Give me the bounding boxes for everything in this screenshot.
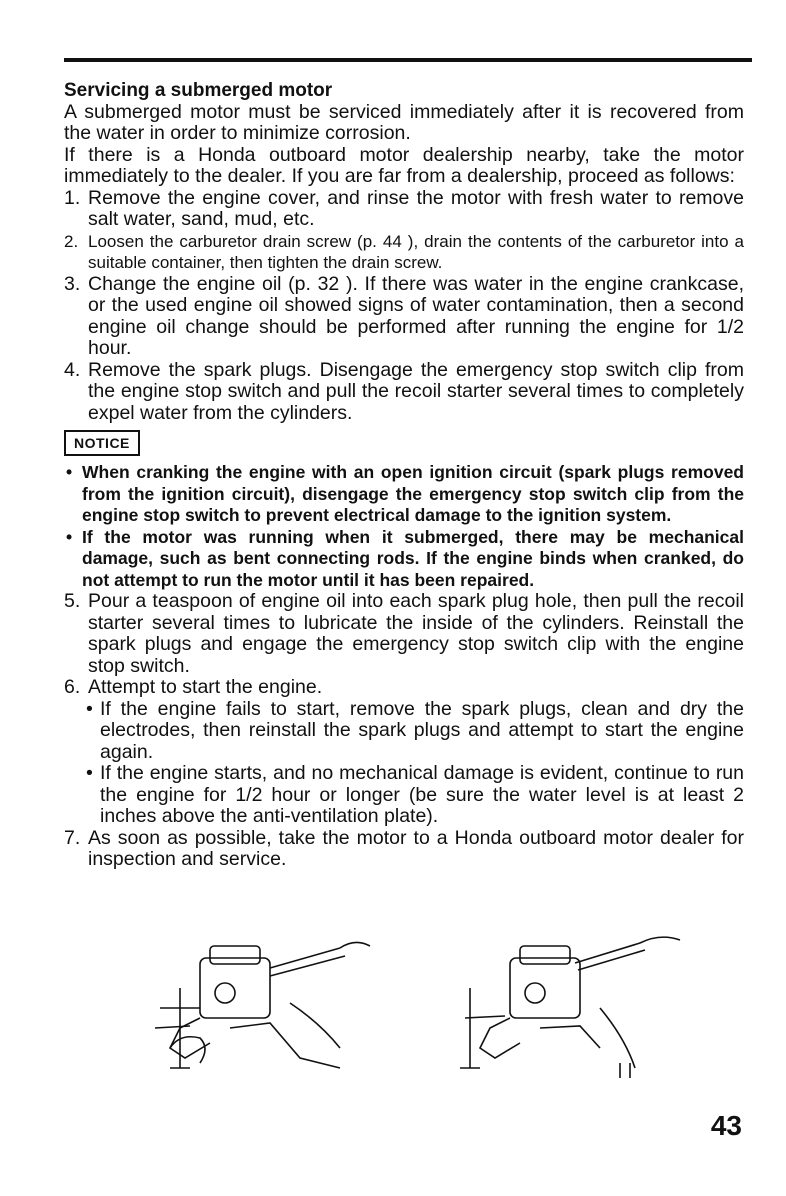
intro-paragraph: A submerged motor must be serviced immediately after it is recovered from the water in order to minimize corrosion. bbox=[64, 100, 744, 144]
step-6-sub-item bbox=[84, 763, 744, 828]
step-1 bbox=[64, 188, 744, 231]
notice-text: When cranking the engine with an open ignition circuit (spark plugs removed from the ignition circuit), disengage the emergency stop switch clip from the engine stop switch to prevent electrical damage to the ignition system. bbox=[82, 462, 744, 525]
sub-text: If the engine starts, and no mechanical damage is evident, continue to run the engine for 1/2 hour or longer (be sure the water level is at least 2 inches above the anti-ventilation plate). bbox=[100, 762, 744, 827]
step-number: 1. bbox=[64, 186, 81, 209]
section-heading: Servicing a submerged motor bbox=[64, 80, 333, 101]
step-text: Remove the spark plugs. Disengage the emergency stop switch clip from the engine stop switch and pull the recoil starter several times to completely expel water from the cylinders. bbox=[88, 358, 744, 424]
notice-text: If the motor was running when it submerged, there may be mechanical damage, such as bent connecting rods. If the engine binds when cranked, do not attempt to run the motor until it has been repaired. bbox=[82, 526, 744, 590]
step-text: As soon as possible, take the motor to a Honda outboard motor dealer for inspection and service. bbox=[88, 826, 744, 870]
step-2 bbox=[64, 231, 744, 274]
engine-illustration-left bbox=[140, 928, 380, 1088]
step-text: Loosen the carburetor drain screw (p. 44 ), drain the contents of the carburetor into a suitable container, then tighten the drain screw. bbox=[88, 231, 744, 272]
notice-label: NOTICE bbox=[64, 430, 140, 456]
step-number: 6. bbox=[64, 676, 81, 698]
top-rule bbox=[64, 58, 752, 62]
bullet-icon: • bbox=[66, 462, 73, 482]
bullet-icon: • bbox=[86, 762, 93, 784]
step-5 bbox=[64, 591, 744, 677]
step-7 bbox=[64, 828, 744, 871]
notice-item bbox=[64, 462, 744, 527]
engine-illustration-right bbox=[450, 928, 690, 1088]
dealer-paragraph: If there is a Honda outboard motor dealership nearby, take the motor immediately to the dealer. If you are far from a dealership, proceed as follows: bbox=[64, 143, 744, 187]
notice-item bbox=[64, 527, 744, 592]
step-text: Change the engine oil (p. 32 ). If there was water in the engine crankcase, or the used engine oil showed signs of water contamination, then a second engine oil change should be performed after running the engine for 1/2 hour. bbox=[88, 272, 744, 359]
bullet-icon: • bbox=[86, 697, 93, 720]
step-number: 7. bbox=[64, 826, 81, 849]
step-3 bbox=[64, 274, 744, 360]
page-number: 43 bbox=[710, 1110, 742, 1141]
sub-text: If the engine fails to start, remove the spark plugs, clean and dry the electrodes, then reinstall the spark plugs and attempt to start the engine again. bbox=[100, 697, 744, 763]
page-content bbox=[64, 80, 744, 871]
step-number: 2. bbox=[64, 231, 79, 251]
step-6-sub-item bbox=[84, 699, 744, 764]
step-4 bbox=[64, 360, 744, 425]
step-6 bbox=[64, 677, 744, 699]
bullet-icon: • bbox=[66, 526, 73, 547]
step-number: 5. bbox=[64, 590, 81, 612]
step-text: Remove the engine cover, and rinse the motor with fresh water to remove salt water, sand, mud, etc. bbox=[88, 186, 744, 230]
step-text: Pour a teaspoon of engine oil into each spark plug hole, then pull the recoil starter several times to lubricate the inside of the cylinders. Reinstall the spark plugs and engage the emergency stop switch clip with the engine stop switch. bbox=[88, 590, 744, 677]
step-number: 4. bbox=[64, 358, 81, 381]
illustrations bbox=[60, 928, 750, 1088]
step-number: 3. bbox=[64, 272, 81, 295]
step-text: Attempt to start the engine. bbox=[88, 676, 323, 698]
